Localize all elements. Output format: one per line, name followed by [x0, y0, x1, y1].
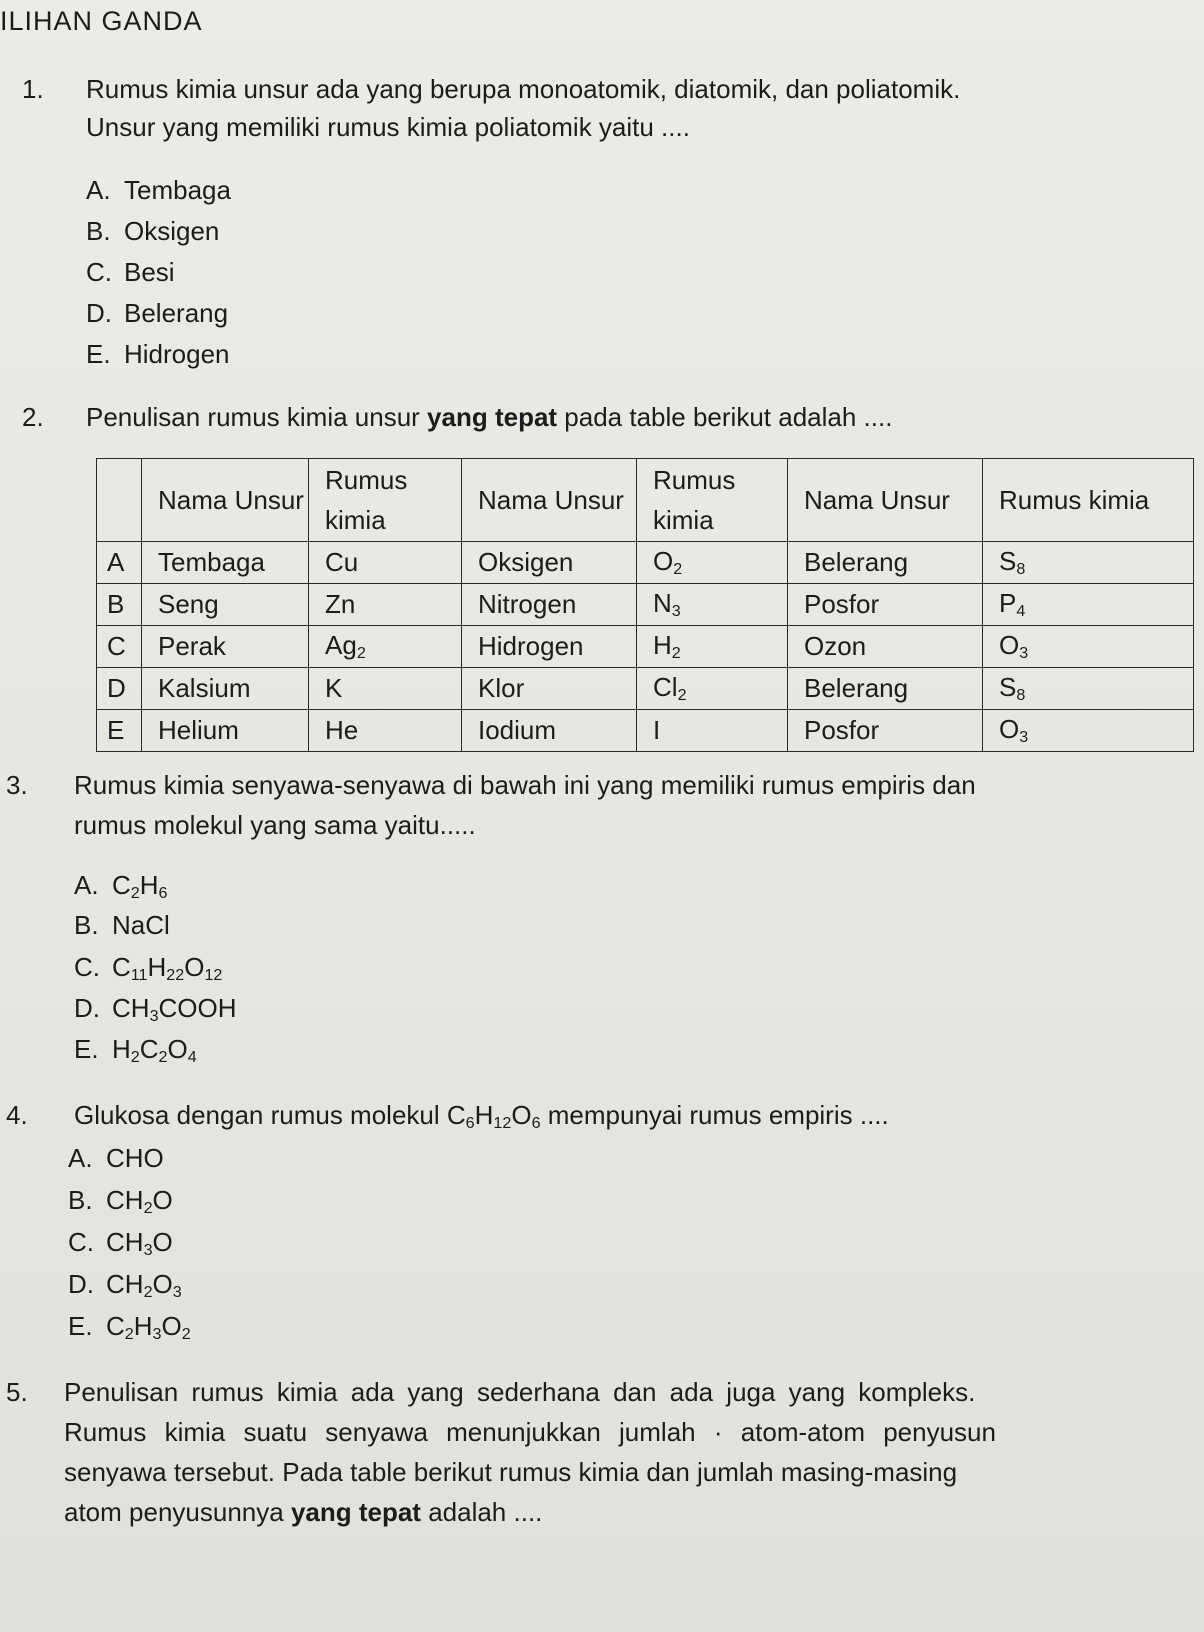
question-4 — [0, 1096, 1204, 1136]
answer-option[interactable] — [86, 216, 219, 247]
table-cell: Oksigen — [462, 542, 637, 584]
table-cell: Belerang — [788, 542, 983, 584]
answer-option[interactable] — [74, 993, 237, 1026]
formula-cell: $S_8$ — [983, 668, 1194, 710]
table-cell: Ozon — [788, 626, 983, 668]
table-row[interactable] — [97, 668, 1194, 710]
option-letter: B. — [68, 1185, 93, 1215]
question-number: 4. — [6, 1100, 28, 1130]
question-text-part: Glukosa dengan rumus molekul — [74, 1100, 447, 1130]
formula-cell: Cu — [309, 542, 462, 584]
formula-cell: He — [309, 710, 462, 752]
question-text-part: pada table berikut adalah .... — [557, 402, 893, 432]
question-text-line: Unsur yang memiliki rumus kimia poliatomik yaitu .... — [86, 112, 690, 142]
question-number: 2. — [22, 402, 44, 432]
table-header-cell: Nama Unsur — [788, 459, 983, 542]
formula-cell: $Ag_2$ — [309, 626, 462, 668]
question-text-part: Penulisan rumus kimia unsur — [86, 402, 428, 432]
formula-cell: $O_2$ — [637, 542, 788, 584]
answer-option[interactable] — [68, 1269, 182, 1302]
question-text-part: atom penyusunnya — [64, 1497, 291, 1527]
table-header-cell: Rumus kimia — [309, 459, 462, 542]
table-cell: Perak — [142, 626, 309, 668]
option-text: Oksigen — [124, 216, 220, 246]
option-letter: A. — [68, 1143, 93, 1173]
question-text — [86, 398, 892, 436]
row-label: C — [97, 626, 142, 668]
section-header: ILIHAN GANDA — [0, 6, 203, 36]
question-5 — [0, 1373, 1204, 1543]
answer-option[interactable] — [68, 1227, 173, 1260]
formula-cell: K — [309, 668, 462, 710]
table-row[interactable] — [97, 584, 1194, 626]
option-formula: $CH_2O_3$ — [106, 1269, 182, 1302]
option-letter: C. — [74, 952, 100, 982]
answer-option[interactable] — [86, 257, 175, 288]
question-text-emphasis: yang tepat — [290, 1497, 421, 1527]
option-letter: A. — [74, 870, 99, 900]
option-formula: $CH_3COOH$ — [112, 993, 237, 1026]
formula-cell: Zn — [309, 584, 462, 626]
question-text-line: Rumus kimia unsur ada yang berupa monoatomik, diatomik, dan poliatomik. — [86, 74, 961, 104]
formula-cell: $N_3$ — [637, 584, 788, 626]
question-number: 5. — [6, 1377, 28, 1407]
question-text-line — [64, 1493, 542, 1531]
question-number: 3. — [6, 770, 28, 800]
option-text: Tembaga — [124, 175, 231, 205]
row-label: B — [97, 584, 142, 626]
question-3 — [0, 766, 1204, 846]
option-formula: $CH_2O$ — [106, 1185, 173, 1218]
option-letter: B. — [74, 910, 99, 940]
option-text: Besi — [124, 257, 175, 287]
table-cell: Helium — [142, 710, 309, 752]
answer-option[interactable] — [74, 870, 168, 903]
question-text-part: mempunyai rumus empiris .... — [540, 1100, 889, 1130]
table-cell: Seng — [142, 584, 309, 626]
option-formula: $C_{11}H_{22}O_{12}$ — [112, 952, 223, 985]
option-text: Hidrogen — [124, 339, 230, 369]
option-letter: B. — [86, 216, 111, 246]
formula-cell: I — [637, 710, 788, 752]
table-row[interactable] — [97, 710, 1194, 752]
table-header-cell: Nama Unsur — [142, 459, 309, 542]
table-cell: Tembaga — [142, 542, 309, 584]
table-cell: Posfor — [788, 584, 983, 626]
row-label: E — [97, 710, 142, 752]
table-cell: Belerang — [788, 668, 983, 710]
question-text-line: rumus molekul yang sama yaitu..... — [74, 810, 476, 840]
table-row[interactable] — [97, 542, 1194, 584]
option-letter: D. — [86, 298, 112, 328]
question-text — [74, 1096, 889, 1142]
answer-option[interactable] — [68, 1143, 164, 1174]
table-cell: Kalsium — [142, 668, 309, 710]
formula-cell: $H_2$ — [637, 626, 788, 668]
answer-option[interactable] — [74, 910, 170, 941]
table-header-row — [97, 459, 1194, 542]
option-letter: D. — [68, 1269, 94, 1299]
option-text: Belerang — [124, 298, 229, 328]
formula-cell: $P_4$ — [983, 584, 1194, 626]
answer-option[interactable] — [86, 339, 230, 370]
question-text-line: Penulisan rumus kimia ada yang sederhana dan ada juga yang kompleks. — [64, 1377, 976, 1407]
table-cell: Klor — [462, 668, 637, 710]
table-cell: Hidrogen — [462, 626, 637, 668]
formula-cell: $O_3$ — [983, 626, 1194, 668]
option-letter: E. — [86, 339, 111, 369]
table-cell: Posfor — [788, 710, 983, 752]
formula-cell: $Cl_2$ — [637, 668, 788, 710]
formula-cell: $S_8$ — [983, 542, 1194, 584]
answer-option[interactable] — [86, 298, 228, 329]
table-header-cell: Rumus kimia — [637, 459, 788, 542]
question-number: 1. — [22, 74, 44, 104]
table-header-cell: Nama Unsur — [462, 459, 637, 542]
answer-option[interactable] — [74, 1034, 197, 1067]
option-text: NaCl — [112, 910, 170, 940]
question-text-line: Rumus kimia senyawa-senyawa di bawah ini yang memiliki rumus empiris dan — [74, 770, 976, 800]
answer-option[interactable] — [86, 175, 231, 206]
answer-option[interactable] — [68, 1311, 191, 1344]
option-letter: C. — [86, 257, 112, 287]
question-2 — [0, 398, 1204, 438]
table-cell: Nitrogen — [462, 584, 637, 626]
option-letter: E. — [68, 1311, 93, 1341]
question-text-line: senyawa tersebut. Pada table berikut rumus kimia dan jumlah masing-masing — [64, 1457, 958, 1487]
row-label: A — [97, 542, 142, 584]
option-formula: $CH_3O$ — [106, 1227, 173, 1260]
option-formula: $H_2C_2O_4$ — [112, 1034, 197, 1067]
table-row[interactable] — [97, 626, 1194, 668]
option-letter: E. — [74, 1034, 99, 1064]
formula-cell: $O_3$ — [983, 710, 1194, 752]
option-letter: A. — [86, 175, 111, 205]
question-text-emphasis: yang tepat — [427, 402, 558, 432]
element-formula-table — [96, 458, 1194, 752]
answer-option[interactable] — [68, 1185, 173, 1218]
option-letter: C. — [68, 1227, 94, 1257]
option-text: CHO — [106, 1143, 164, 1173]
table-cell: Iodium — [462, 710, 637, 752]
question-text-part: adalah .... — [420, 1497, 543, 1527]
question-text-line: Rumus kimia suatu senyawa menunjukkan jumlah · atom-atom penyusun — [64, 1417, 996, 1447]
answer-option[interactable] — [74, 952, 222, 985]
option-formula: $C_2H_6$ — [112, 870, 168, 903]
glucose-formula: $C_6H_{12}O_6$ — [446, 1100, 541, 1133]
row-label: D — [97, 668, 142, 710]
table-header-cell — [97, 459, 142, 542]
table-header-cell: Rumus kimia — [983, 459, 1194, 542]
option-formula: $C_2H_3O_2$ — [106, 1311, 191, 1344]
option-letter: D. — [74, 993, 100, 1023]
